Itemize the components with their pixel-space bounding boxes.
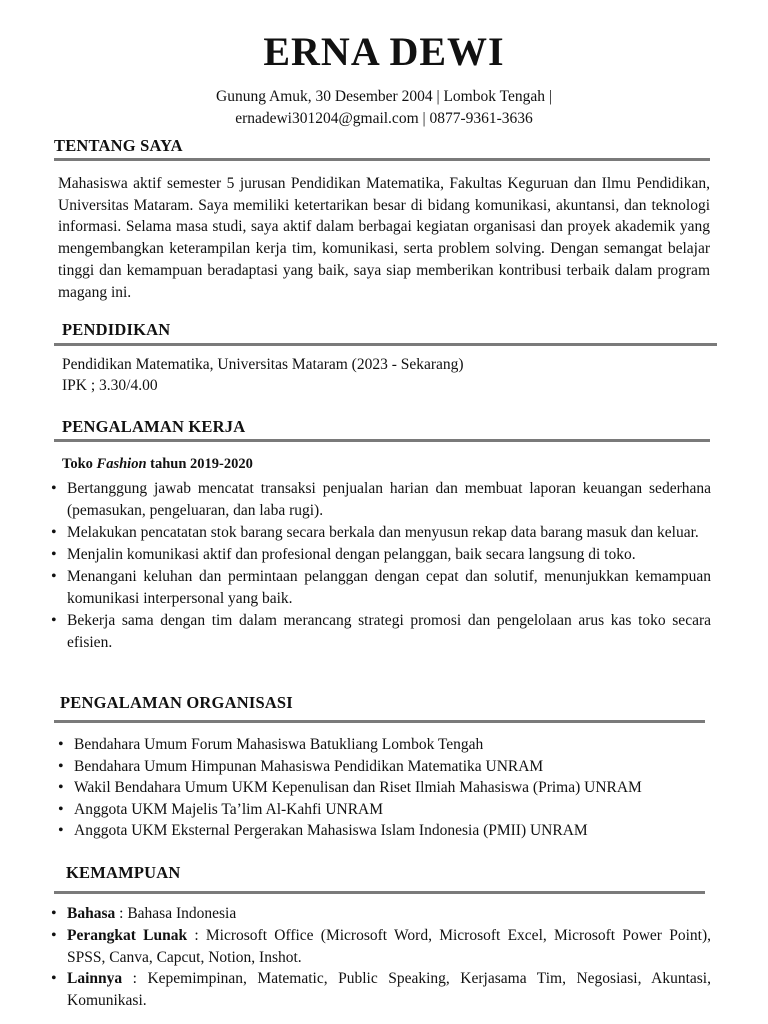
- list-item: • Wakil Bendahara Umum UKM Kepenulisan dan Riset Ilmiah Mahasiswa (Prima) UNRAM: [74, 777, 710, 799]
- skill-label: Bahasa: [67, 905, 116, 922]
- list-item: [67, 925, 711, 969]
- work-heading: PENGALAMAN KERJA: [62, 417, 246, 436]
- list-item: • Anggota UKM Eksternal Pergerakan Mahasiswa Islam Indonesia (PMII) UNRAM: [74, 820, 710, 842]
- list-item: • Bendahara Umum Forum Mahasiswa Batukliang Lombok Tengah: [74, 734, 710, 756]
- list-item: • Melakukan pencatatan stok barang secara berkala dan menyusun rekap data barang masuk dan keluar.: [67, 522, 711, 544]
- list-item: [67, 968, 711, 1012]
- about-text: Mahasiswa aktif semester 5 jurusan Pendidikan Matematika, Fakultas Keguruan dan Ilmu Pendidikan, Universitas Mataram. Saya memiliki ketertarikan besar di bidang komunikasi, akuntansi, dan teknologi informasi. Selama masa studi, saya aktif dalam berbagai kegiatan organisasi dan proyek akademik yang mengembangkan keterampilan kerja tim, komunikasi, serta problem solving. Dengan semangat belajar tinggi dan kemampuan beradaptasi yang baik, saya siap memberikan kontribusi terbaik dalam program magang ini.: [58, 175, 710, 301]
- list-item: • Bekerja sama dengan tim dalam merancang strategi promosi dan pengelolaan arus kas toko secara efisien.: [67, 610, 711, 654]
- list-item: • Menjalin komunikasi aktif dan profesional dengan pelanggan, baik secara langsung di toko.: [67, 544, 711, 566]
- education-heading: PENDIDIKAN: [62, 320, 171, 339]
- work-list: [67, 478, 711, 654]
- about-divider: [54, 158, 710, 161]
- skill-label: Perangkat Lunak: [67, 926, 188, 944]
- organization-list: [74, 734, 710, 842]
- list-item: • Anggota UKM Majelis Ta’lim Al-Kahfi UNRAM: [74, 799, 710, 821]
- education-gpa: IPK ; 3.30/4.00: [62, 377, 158, 394]
- resume-name: ERNA DEWI: [263, 29, 505, 74]
- work-company-prefix: Toko: [62, 456, 97, 472]
- contact-line-1: Gunung Amuk, 30 Desember 2004 | Lombok Tengah |: [216, 88, 552, 105]
- work-company-suffix: tahun 2019-2020: [146, 456, 253, 472]
- skills-heading: KEMAMPUAN: [66, 863, 181, 882]
- organization-divider: [54, 720, 705, 723]
- skill-value: Bahasa Indonesia: [127, 905, 237, 922]
- organization-heading: PENGALAMAN ORGANISASI: [60, 693, 293, 712]
- list-item: • Bendahara Umum Himpunan Mahasiswa Pendidikan Matematika UNRAM: [74, 756, 710, 778]
- skill-separator: :: [187, 926, 206, 944]
- work-company-italic: Fashion: [96, 456, 147, 472]
- about-heading: TENTANG SAYA: [54, 136, 183, 155]
- list-item: • Menangani keluhan dan permintaan pelanggan dengan cepat dan solutif, menunjukkan kemampuan komunikasi interpersonal yang baik.: [67, 566, 711, 610]
- education-divider: [54, 343, 717, 346]
- work-divider: [54, 439, 710, 442]
- education-degree: Pendidikan Matematika, Universitas Mataram (2023 - Sekarang): [62, 356, 464, 373]
- list-item: [67, 903, 711, 925]
- work-company: [62, 454, 253, 474]
- list-item: • Bertanggung jawab mencatat transaksi penjualan harian dan membuat laporan keuangan sederhana (pemasukan, pengeluaran, dan laba rugi).: [67, 478, 711, 522]
- skill-separator: :: [115, 905, 128, 922]
- skill-value: Kepemimpinan, Matematic, Public Speaking, Kerjasama Tim, Negosiasi, Akuntasi, Komunikasi.: [67, 970, 711, 1010]
- skill-label: Lainnya: [67, 970, 123, 988]
- skill-separator: :: [122, 970, 148, 988]
- skills-divider: [54, 891, 705, 894]
- contact-line-2: ernadewi301204@gmail.com | 0877-9361-3636: [235, 110, 533, 127]
- skills-list: [67, 903, 711, 1012]
- skill-value: Microsoft Office (Microsoft Word, Microsoft Excel, Microsoft Power Point), SPSS, Canva, Capcut, Notion, Inshot.: [67, 926, 711, 966]
